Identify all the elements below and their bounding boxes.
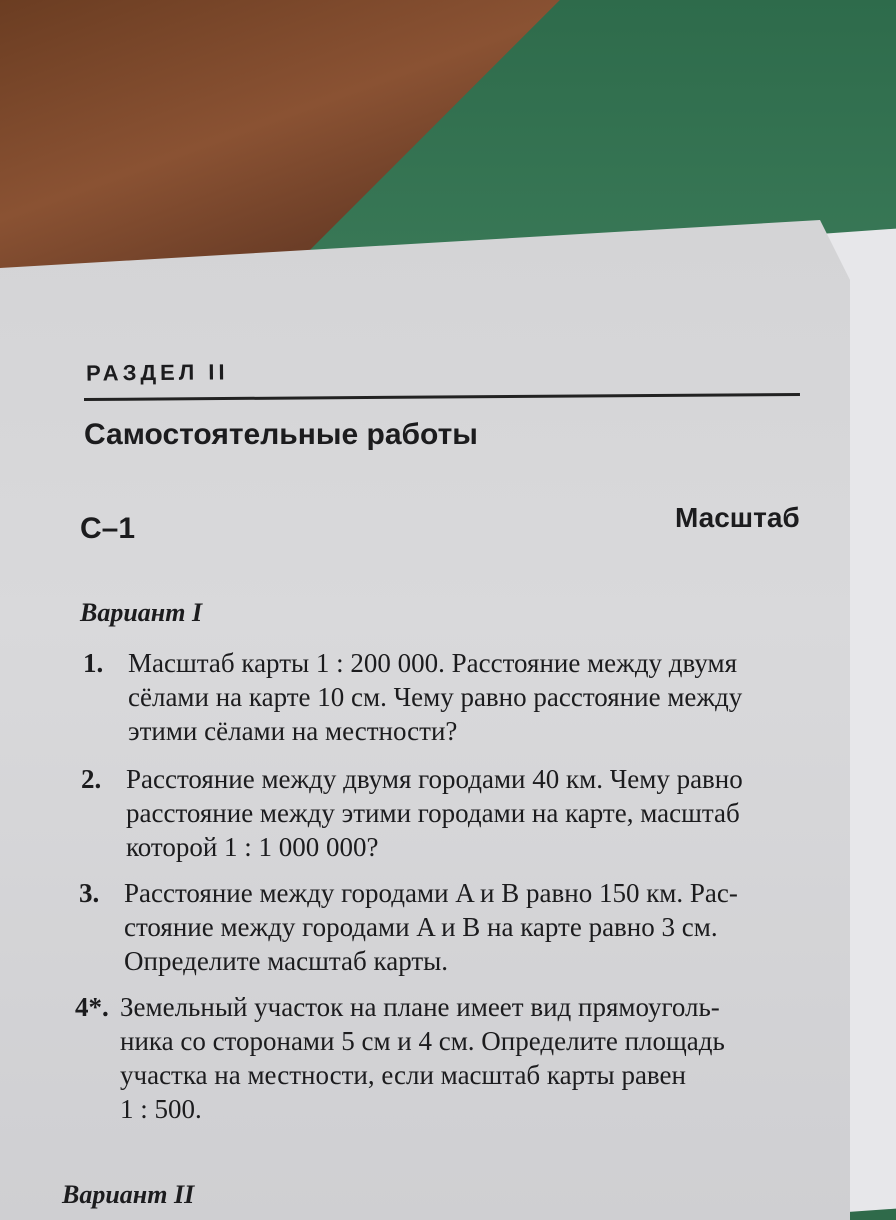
task-1: [83, 646, 743, 748]
page-title: Самостоятельные работы: [84, 418, 478, 451]
task-line: Земельный участок на плане имеет вид прямоуголь-: [120, 992, 720, 1022]
task-line: 1 : 500.: [120, 1094, 202, 1124]
task-2: [81, 762, 743, 864]
work-topic: Масштаб: [675, 502, 800, 533]
task-line: ника со сторонами 5 см и 4 см. Определите площадь: [120, 1026, 725, 1056]
heading-rule: [84, 393, 800, 401]
task-line: этими сёлами на местности?: [128, 716, 458, 746]
task-number: 4*.: [75, 992, 109, 1022]
task-line: которой 1 : 1 000 000?: [126, 832, 379, 862]
variant-heading: Вариант I: [80, 598, 203, 627]
task-line: Расстояние между двумя городами 40 км. Чему равно: [126, 764, 743, 794]
section-heading: РАЗДЕЛ II: [85, 359, 229, 386]
task-number: 3.: [79, 878, 100, 908]
task-line: сёлами на карте 10 см. Чему равно расстояние между: [128, 682, 743, 712]
task-line: Определите масштаб карты.: [124, 946, 449, 976]
task-line: Расстояние между городами A и B равно 150 км. Рас-: [124, 878, 738, 908]
task-line: стояние между городами A и B на карте равно 3 см.: [124, 912, 718, 942]
work-code: С–1: [80, 512, 136, 545]
task-4: [75, 990, 725, 1126]
task-line: участка на местности, если масштаб карты равен: [120, 1060, 686, 1090]
task-number: 1.: [83, 648, 104, 678]
task-number: 2.: [81, 764, 102, 794]
task-line: Масштаб карты 1 : 200 000. Расстояние между двумя: [128, 648, 738, 678]
task-line: расстояние между этими городами на карте, масштаб: [126, 798, 740, 828]
task-3: [79, 876, 738, 978]
next-variant-heading: Вариант II: [62, 1180, 195, 1209]
